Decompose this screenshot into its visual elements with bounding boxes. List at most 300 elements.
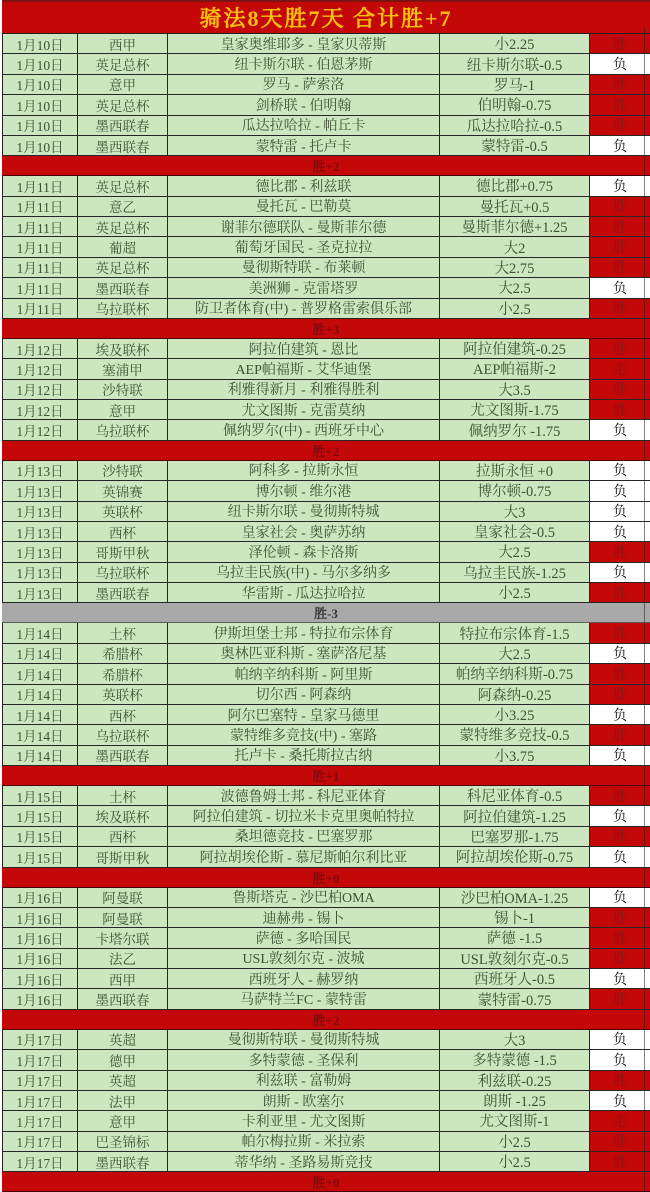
table-row <box>2 237 650 257</box>
result-badge: 胜 <box>590 237 650 257</box>
handicap-pick: 蒙特维多竞技-0.5 <box>440 725 590 745</box>
result-badge: 负 <box>590 522 650 542</box>
match-date: 1月14日 <box>2 725 78 745</box>
match-teams: 皇家奥维耶多 - 皇家贝蒂斯 <box>168 34 440 54</box>
match-date: 1月12日 <box>2 359 78 379</box>
league-name: 德甲 <box>78 1050 168 1070</box>
match-date: 1月14日 <box>2 685 78 705</box>
result-badge: 胜 <box>590 197 650 217</box>
handicap-pick: 小3.75 <box>440 746 590 766</box>
handicap-pick: 小2.5 <box>440 1132 590 1152</box>
handicap-pick: 小2.25 <box>440 34 590 54</box>
match-teams: 萨德 - 多哈国民 <box>168 928 440 948</box>
result-badge: 走 <box>590 359 650 379</box>
match-date: 1月10日 <box>2 54 78 74</box>
match-teams: 阿尔巴塞特 - 皇家马德里 <box>168 705 440 725</box>
handicap-pick: 佩纳罗尔 -1.75 <box>440 420 590 440</box>
handicap-pick: 皇家社会-0.5 <box>440 522 590 542</box>
league-name: 土杯 <box>78 786 168 806</box>
league-name: 墨西联春 <box>78 116 168 136</box>
match-teams: 泽伦顿 - 森卡洛斯 <box>168 542 440 562</box>
match-date: 1月11日 <box>2 176 78 196</box>
result-badge: 负 <box>590 176 650 196</box>
match-date: 1月16日 <box>2 949 78 969</box>
league-name: 意甲 <box>78 1111 168 1131</box>
table-row <box>2 481 650 501</box>
result-badge: 胜 <box>590 217 650 237</box>
table-row <box>2 705 650 725</box>
result-badge: 胜 <box>590 116 650 136</box>
result-badge: 胜 <box>590 685 650 705</box>
league-name: 西甲 <box>78 969 168 989</box>
handicap-pick: 小2.5 <box>440 583 590 603</box>
result-badge: 胜 <box>590 34 650 54</box>
handicap-pick: 萨德 -1.5 <box>440 928 590 948</box>
match-teams: 尤文图斯 - 克雷莫纳 <box>168 400 440 420</box>
table-row <box>2 583 650 603</box>
table-row <box>2 461 650 481</box>
table-row <box>2 623 650 643</box>
match-date: 1月16日 <box>2 969 78 989</box>
match-teams: 蒙特雷 - 托卢卡 <box>168 136 440 156</box>
league-name: 英锦赛 <box>78 481 168 501</box>
table-row <box>2 542 650 562</box>
day-summary: 胜+1 <box>2 766 650 786</box>
handicap-pick: 乌拉圭民族-1.25 <box>440 563 590 583</box>
table-row <box>2 420 650 440</box>
match-teams: 博尔顿 - 维尔港 <box>168 481 440 501</box>
match-teams: 瓜达拉哈拉 - 帕丘卡 <box>168 116 440 136</box>
result-badge: 胜 <box>590 786 650 806</box>
match-date: 1月17日 <box>2 1132 78 1152</box>
table-row <box>2 1111 650 1131</box>
match-date: 1月13日 <box>2 502 78 522</box>
handicap-pick: 大2.5 <box>440 542 590 562</box>
league-name: 法甲 <box>78 1091 168 1111</box>
match-date: 1月10日 <box>2 136 78 156</box>
handicap-pick: 小3.25 <box>440 705 590 725</box>
result-badge: 胜 <box>590 827 650 847</box>
league-name: 西甲 <box>78 34 168 54</box>
match-teams: 纽卡斯尔联 - 伯恩茅斯 <box>168 54 440 74</box>
league-name: 法乙 <box>78 949 168 969</box>
match-teams: AEP帕福斯 - 艾华迪堡 <box>168 359 440 379</box>
result-badge: 负 <box>590 278 650 298</box>
handicap-pick: 蒙特雷-0.75 <box>440 989 590 1009</box>
result-badge: 负 <box>590 1030 650 1050</box>
table-row <box>2 1132 650 1152</box>
match-date: 1月12日 <box>2 380 78 400</box>
match-teams: 蒙特维多竞技(中) - 塞路 <box>168 725 440 745</box>
handicap-pick: 阿拉伯建筑-0.25 <box>440 339 590 359</box>
league-name: 英足总杯 <box>78 258 168 278</box>
match-date: 1月13日 <box>2 583 78 603</box>
table-row <box>2 725 650 745</box>
result-badge: 负 <box>590 136 650 156</box>
handicap-pick: 巴塞罗那-1.75 <box>440 827 590 847</box>
match-date: 1月11日 <box>2 217 78 237</box>
result-badge: 负 <box>590 502 650 522</box>
page-title: 骑法8天胜7天 合计胜+7 <box>2 0 650 34</box>
result-badge: 胜 <box>590 380 650 400</box>
match-date: 1月16日 <box>2 908 78 928</box>
league-name: 希腊杯 <box>78 644 168 664</box>
table-row <box>2 299 650 319</box>
match-date: 1月11日 <box>2 299 78 319</box>
table-row <box>2 197 650 217</box>
handicap-pick: 西班牙人-0.5 <box>440 969 590 989</box>
match-date: 1月17日 <box>2 1050 78 1070</box>
result-badge: 胜 <box>590 949 650 969</box>
day-summary: 胜+3 <box>2 319 650 339</box>
handicap-pick: 利兹联-0.25 <box>440 1071 590 1091</box>
table-row <box>2 746 650 766</box>
league-name: 墨西联春 <box>78 278 168 298</box>
table-row <box>2 1071 650 1091</box>
handicap-pick: USL敦刻尔克-0.5 <box>440 949 590 969</box>
match-teams: 卡利亚里 - 尤文图斯 <box>168 1111 440 1131</box>
table-row <box>2 502 650 522</box>
result-badge: 胜 <box>590 75 650 95</box>
table-row <box>2 217 650 237</box>
league-name: 乌拉联杯 <box>78 420 168 440</box>
league-name: 英足总杯 <box>78 176 168 196</box>
league-name: 葡超 <box>78 237 168 257</box>
handicap-pick: 小2.5 <box>440 299 590 319</box>
result-badge: 负 <box>590 888 650 908</box>
handicap-pick: 瓜达拉哈拉-0.5 <box>440 116 590 136</box>
match-teams: 帕纳辛纳科斯 - 阿里斯 <box>168 664 440 684</box>
match-teams: 蒂华纳 - 圣路易斯竞技 <box>168 1152 440 1172</box>
table-row <box>2 339 650 359</box>
result-badge: 胜 <box>590 95 650 115</box>
result-badge: 胜 <box>590 258 650 278</box>
league-name: 巴圣锦标 <box>78 1132 168 1152</box>
match-date: 1月10日 <box>2 75 78 95</box>
match-date: 1月12日 <box>2 420 78 440</box>
result-badge: 负 <box>590 1050 650 1070</box>
table-row <box>2 827 650 847</box>
league-name: 沙特联 <box>78 461 168 481</box>
table-row <box>2 928 650 948</box>
match-teams: 德比郡 - 利兹联 <box>168 176 440 196</box>
match-teams: 西班牙人 - 赫罗纳 <box>168 969 440 989</box>
handicap-pick: 伯明翰-0.75 <box>440 95 590 115</box>
handicap-pick: 蒙特雷-0.5 <box>440 136 590 156</box>
result-badge: 胜 <box>590 664 650 684</box>
handicap-pick: AEP帕福斯-2 <box>440 359 590 379</box>
table-row <box>2 949 650 969</box>
match-date: 1月14日 <box>2 746 78 766</box>
table-row <box>2 989 650 1009</box>
handicap-pick: 大2.5 <box>440 278 590 298</box>
match-teams: 多特蒙德 - 圣保利 <box>168 1050 440 1070</box>
match-date: 1月17日 <box>2 1071 78 1091</box>
handicap-pick: 大3.5 <box>440 380 590 400</box>
match-date: 1月10日 <box>2 116 78 136</box>
match-date: 1月11日 <box>2 258 78 278</box>
handicap-pick: 大3 <box>440 1030 590 1050</box>
table-row <box>2 644 650 664</box>
league-name: 英联杯 <box>78 685 168 705</box>
league-name: 土杯 <box>78 623 168 643</box>
handicap-pick: 大2.75 <box>440 258 590 278</box>
match-date: 1月14日 <box>2 644 78 664</box>
league-name: 意甲 <box>78 400 168 420</box>
league-name: 墨西联春 <box>78 136 168 156</box>
result-badge: 负 <box>590 481 650 501</box>
handicap-pick: 博尔顿-0.75 <box>440 481 590 501</box>
handicap-pick: 大2.5 <box>440 644 590 664</box>
league-name: 卡塔尔联 <box>78 928 168 948</box>
match-teams: 剑桥联 - 伯明翰 <box>168 95 440 115</box>
match-date: 1月15日 <box>2 786 78 806</box>
day-summary: 胜+2 <box>2 1010 650 1030</box>
table-row <box>2 969 650 989</box>
match-teams: 曼彻斯特联 - 布莱顿 <box>168 258 440 278</box>
league-name: 英超 <box>78 1071 168 1091</box>
table-row <box>2 116 650 136</box>
league-name: 英联杯 <box>78 502 168 522</box>
match-teams: 阿拉伯建筑 - 恩比 <box>168 339 440 359</box>
league-name: 墨西联春 <box>78 746 168 766</box>
result-badge: 胜 <box>590 623 650 643</box>
day-summary: 胜+0 <box>2 868 650 888</box>
result-badge: 负 <box>590 563 650 583</box>
result-badge: 负 <box>590 54 650 74</box>
league-name: 英超 <box>78 1030 168 1050</box>
league-name: 沙特联 <box>78 380 168 400</box>
result-badge: 胜 <box>590 299 650 319</box>
match-date: 1月15日 <box>2 827 78 847</box>
result-badge: 胜 <box>590 1152 650 1172</box>
handicap-pick: 小2.5 <box>440 1152 590 1172</box>
match-teams: 美洲狮 - 克雷塔罗 <box>168 278 440 298</box>
handicap-pick: 大3 <box>440 502 590 522</box>
result-badge: 胜 <box>590 542 650 562</box>
table-row <box>2 847 650 867</box>
table-row <box>2 563 650 583</box>
table-body <box>2 34 650 1192</box>
league-name: 墨西联春 <box>78 583 168 603</box>
table-row <box>2 278 650 298</box>
match-teams: 托卢卡 - 桑托斯拉古纳 <box>168 746 440 766</box>
table-row <box>2 664 650 684</box>
match-teams: 迪赫弗 - 锡卜 <box>168 908 440 928</box>
table-row <box>2 380 650 400</box>
result-badge: 胜 <box>590 725 650 745</box>
match-date: 1月13日 <box>2 461 78 481</box>
match-date: 1月12日 <box>2 400 78 420</box>
match-date: 1月14日 <box>2 623 78 643</box>
match-teams: 马萨特兰FC - 蒙特雷 <box>168 989 440 1009</box>
handicap-pick: 锡卜-1 <box>440 908 590 928</box>
match-teams: 波德鲁姆士邦 - 科尼亚体育 <box>168 786 440 806</box>
match-teams: 利兹联 - 富勒姆 <box>168 1071 440 1091</box>
result-badge: 胜 <box>590 989 650 1009</box>
league-name: 西杯 <box>78 522 168 542</box>
table-row <box>2 258 650 278</box>
result-badge: 胜 <box>590 928 650 948</box>
handicap-pick: 沙巴柏OMA-1.25 <box>440 888 590 908</box>
result-badge: 胜 <box>590 583 650 603</box>
match-teams: USL敦刻尔克 - 波城 <box>168 949 440 969</box>
match-teams: 朗斯 - 欧塞尔 <box>168 1091 440 1111</box>
league-name: 阿曼联 <box>78 888 168 908</box>
handicap-pick: 科尼亚体育-0.5 <box>440 786 590 806</box>
league-name: 英足总杯 <box>78 54 168 74</box>
match-teams: 华雷斯 - 瓜达拉哈拉 <box>168 583 440 603</box>
handicap-pick: 阿拉胡埃伦斯-0.75 <box>440 847 590 867</box>
table-row <box>2 95 650 115</box>
match-teams: 乌拉圭民族(中) - 马尔多纳多 <box>168 563 440 583</box>
table-row <box>2 34 650 54</box>
handicap-pick: 特拉布宗体育-1.5 <box>440 623 590 643</box>
league-name: 乌拉联杯 <box>78 563 168 583</box>
day-summary: 胜+2 <box>2 441 650 461</box>
match-date: 1月11日 <box>2 278 78 298</box>
match-date: 1月12日 <box>2 339 78 359</box>
match-teams: 谢菲尔德联队 - 曼斯菲尔德 <box>168 217 440 237</box>
match-date: 1月16日 <box>2 928 78 948</box>
result-badge: 负 <box>590 705 650 725</box>
table-row <box>2 75 650 95</box>
table-row <box>2 400 650 420</box>
day-summary: 胜+0 <box>2 1172 650 1192</box>
result-badge: 负 <box>590 461 650 481</box>
match-teams: 伊斯坦堡士邦 - 特拉布宗体育 <box>168 623 440 643</box>
match-teams: 佩纳罗尔(中) - 西班牙中心 <box>168 420 440 440</box>
match-teams: 纽卡斯尔联 - 曼彻斯特城 <box>168 502 440 522</box>
handicap-pick: 朗斯 -1.25 <box>440 1091 590 1111</box>
match-date: 1月11日 <box>2 237 78 257</box>
table-row <box>2 888 650 908</box>
match-teams: 帕尔梅拉斯 - 米拉索 <box>168 1132 440 1152</box>
result-badge: 负 <box>590 847 650 867</box>
table-row <box>2 685 650 705</box>
handicap-pick: 曼斯菲尔德+1.25 <box>440 217 590 237</box>
match-teams: 曼托瓦 - 巴勒莫 <box>168 197 440 217</box>
league-name: 英足总杯 <box>78 95 168 115</box>
league-name: 墨西联春 <box>78 1152 168 1172</box>
match-date: 1月13日 <box>2 563 78 583</box>
match-date: 1月17日 <box>2 1091 78 1111</box>
match-date: 1月16日 <box>2 888 78 908</box>
handicap-pick: 阿森纳-0.25 <box>440 685 590 705</box>
match-date: 1月10日 <box>2 95 78 115</box>
handicap-pick: 多特蒙德 -1.5 <box>440 1050 590 1070</box>
match-teams: 切尔西 - 阿森纳 <box>168 685 440 705</box>
result-badge: 负 <box>590 420 650 440</box>
league-name: 埃及联杯 <box>78 339 168 359</box>
table-row <box>2 786 650 806</box>
match-teams: 奥林匹亚科斯 - 塞萨洛尼基 <box>168 644 440 664</box>
league-name: 意甲 <box>78 75 168 95</box>
match-date: 1月13日 <box>2 481 78 501</box>
handicap-pick: 阿拉伯建筑-1.25 <box>440 806 590 826</box>
match-teams: 利雅得新月 - 利雅得胜利 <box>168 380 440 400</box>
league-name: 塞浦甲 <box>78 359 168 379</box>
table-row <box>2 1030 650 1050</box>
handicap-pick: 纽卡斯尔联-0.5 <box>440 54 590 74</box>
result-badge: 负 <box>590 969 650 989</box>
table-row <box>2 1050 650 1070</box>
match-teams: 阿拉伯建筑 - 切拉米卡克里奥帕特拉 <box>168 806 440 826</box>
match-date: 1月11日 <box>2 197 78 217</box>
handicap-pick: 尤文图斯-1.75 <box>440 400 590 420</box>
match-date: 1月17日 <box>2 1152 78 1172</box>
league-name: 阿曼联 <box>78 908 168 928</box>
league-name: 墨西联春 <box>78 989 168 1009</box>
league-name: 哥斯甲秋 <box>78 542 168 562</box>
match-date: 1月17日 <box>2 1111 78 1131</box>
table-row <box>2 1152 650 1172</box>
match-date: 1月14日 <box>2 705 78 725</box>
match-teams: 葡萄牙国民 - 圣克拉拉 <box>168 237 440 257</box>
table-row <box>2 1091 650 1111</box>
table-row <box>2 54 650 74</box>
match-date: 1月15日 <box>2 847 78 867</box>
day-summary: 胜+2 <box>2 156 650 176</box>
handicap-pick: 尤文图斯-1 <box>440 1111 590 1131</box>
match-teams: 桑坦德竞技 - 巴塞罗那 <box>168 827 440 847</box>
league-name: 西杯 <box>78 705 168 725</box>
table-row <box>2 908 650 928</box>
table-row <box>2 522 650 542</box>
league-name: 埃及联杯 <box>78 806 168 826</box>
match-date: 1月13日 <box>2 542 78 562</box>
day-summary: 胜-3 <box>2 603 650 623</box>
handicap-pick: 帕纳辛纳科斯-0.75 <box>440 664 590 684</box>
result-badge: 负 <box>590 806 650 826</box>
table-row <box>2 806 650 826</box>
match-teams: 阿科多 - 拉斯永恒 <box>168 461 440 481</box>
match-date: 1月16日 <box>2 989 78 1009</box>
league-name: 乌拉联杯 <box>78 299 168 319</box>
table-row <box>2 136 650 156</box>
result-badge: 胜 <box>590 400 650 420</box>
table-row <box>2 176 650 196</box>
match-teams: 曼彻斯特联 - 曼彻斯特城 <box>168 1030 440 1050</box>
table-row <box>2 359 650 379</box>
match-teams: 阿拉胡埃伦斯 - 慕尼斯帕尔利比亚 <box>168 847 440 867</box>
result-badge: 走 <box>590 1111 650 1131</box>
league-name: 英足总杯 <box>78 217 168 237</box>
handicap-pick: 拉斯永恒 +0 <box>440 461 590 481</box>
result-badge: 胜 <box>590 908 650 928</box>
match-teams: 皇家社会 - 奥萨苏纳 <box>168 522 440 542</box>
handicap-pick: 大2 <box>440 237 590 257</box>
match-teams: 防卫者体育(中) - 普罗格雷索俱乐部 <box>168 299 440 319</box>
handicap-pick: 德比郡+0.75 <box>440 176 590 196</box>
league-name: 哥斯甲秋 <box>78 847 168 867</box>
result-badge: 负 <box>590 1091 650 1111</box>
result-badge: 胜 <box>590 1071 650 1091</box>
league-name: 西杯 <box>78 827 168 847</box>
match-date: 1月10日 <box>2 34 78 54</box>
match-date: 1月13日 <box>2 522 78 542</box>
league-name: 希腊杯 <box>78 664 168 684</box>
match-date: 1月15日 <box>2 806 78 826</box>
league-name: 乌拉联杯 <box>78 725 168 745</box>
result-badge: 胜 <box>590 1132 650 1152</box>
match-date: 1月14日 <box>2 664 78 684</box>
match-teams: 鲁斯塔克 - 沙巴柏OMA <box>168 888 440 908</box>
result-badge: 负 <box>590 746 650 766</box>
match-teams: 罗马 - 萨索洛 <box>168 75 440 95</box>
result-badge: 负 <box>590 644 650 664</box>
handicap-pick: 曼托瓦+0.5 <box>440 197 590 217</box>
